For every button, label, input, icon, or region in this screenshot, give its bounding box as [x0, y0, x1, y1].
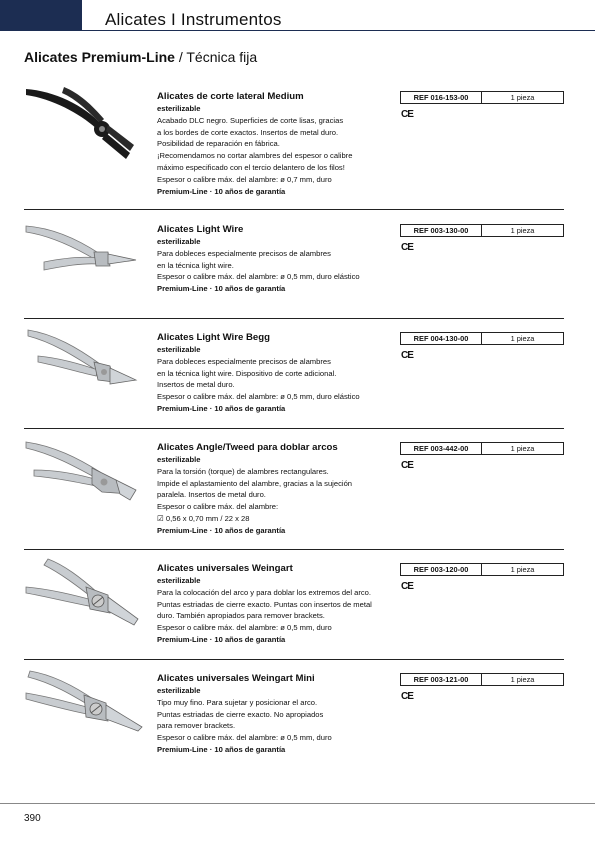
quantity: 1 pieza — [510, 226, 535, 235]
page-number: 390 — [24, 813, 41, 824]
description-line: en la técnica light wire. Dispositivo de corte adicional. — [157, 368, 337, 378]
reference-box — [400, 224, 564, 237]
quantity: 1 pieza — [510, 565, 535, 574]
section-title-sub: / Técnica fija — [174, 49, 258, 65]
ce-mark: CE — [401, 460, 413, 471]
product-description — [157, 332, 397, 415]
description-line: Insertos de metal duro. — [157, 380, 235, 390]
ce-mark: CE — [401, 109, 413, 120]
description-line: Posibilidad de reparación en fábrica. — [157, 139, 280, 149]
product-name: Alicates Angle/Tweed para doblar arcos — [157, 442, 338, 453]
product-entry — [24, 563, 564, 653]
angle-tweed-pliers-image — [24, 436, 146, 520]
divider — [24, 659, 564, 660]
quantity: 1 pieza — [510, 675, 535, 684]
description-line: Puntas estriadas de cierre exacto. No apropiados — [157, 709, 324, 719]
warranty-text: Premium-Line · 10 años de garantía — [157, 744, 286, 754]
sterile-label: esterilizable — [157, 237, 201, 246]
product-description — [157, 442, 397, 537]
page-header-title: Alicates I Instrumentos — [105, 10, 282, 29]
description-line: para remover brackets. — [157, 721, 236, 731]
description-line: paralela. Insertos de metal duro. — [157, 490, 266, 500]
ce-mark: CE — [401, 691, 413, 702]
product-name: Alicates Light Wire — [157, 224, 244, 235]
product-entry — [24, 673, 564, 763]
quantity: 1 pieza — [510, 93, 535, 102]
reference-number: REF 003-121-00 — [401, 674, 482, 685]
description-line: Para dobleces especialmente precisos de alambres — [157, 356, 331, 366]
divider — [24, 209, 564, 210]
description-line: Espesor o calibre máx. del alambre: ø 0,5 mm, duro — [157, 623, 332, 633]
product-name: Alicates universales Weingart Mini — [157, 673, 315, 684]
description-line: a los bordes de corte exactos. Insertos de metal duro. — [157, 127, 339, 137]
header-rule — [0, 30, 595, 31]
light-wire-pliers-image — [24, 218, 146, 302]
weingart-mini-pliers-image — [24, 667, 146, 751]
ce-mark: CE — [401, 350, 413, 361]
divider — [24, 428, 564, 429]
warranty-text: Premium-Line · 10 años de garantía — [157, 634, 286, 644]
product-name: Alicates Light Wire Begg — [157, 332, 270, 343]
description-line: ¡Recomendamos no cortar alambres del espesor o calibre — [157, 151, 353, 161]
sterile-label: esterilizable — [157, 104, 201, 113]
warranty-text: Premium-Line · 10 años de garantía — [157, 186, 286, 196]
product-entry — [24, 224, 564, 304]
description-line: Para la torsión (torque) de alambres rectangulares. — [157, 466, 329, 476]
reference-number: REF 003-442-00 — [401, 443, 482, 454]
side-cutter-pliers-image — [24, 85, 146, 169]
product-entry — [24, 442, 564, 542]
sterile-label: esterilizable — [157, 576, 201, 585]
description-line: Espesor o calibre máx. del alambre: ø 0,7 mm, duro — [157, 174, 332, 184]
product-description — [157, 91, 397, 197]
description-line: ☑ 0,56 x 0,70 mm / 22 x 28 — [157, 513, 250, 523]
product-entry — [24, 91, 564, 201]
reference-box — [400, 563, 564, 576]
product-description — [157, 673, 397, 756]
reference-box — [400, 442, 564, 455]
reference-number: REF 003-130-00 — [401, 225, 482, 236]
description-line: Para dobleces especialmente precisos de alambres — [157, 248, 331, 258]
section-title-main: Alicates Premium-Line — [24, 49, 175, 65]
header-color-block — [0, 0, 82, 30]
section-title — [24, 49, 257, 65]
ce-mark: CE — [401, 581, 413, 592]
product-description — [157, 563, 397, 646]
sterile-label: esterilizable — [157, 686, 201, 695]
description-line: Espesor o calibre máx. del alambre: — [157, 502, 279, 512]
reference-box — [400, 332, 564, 345]
description-line: Puntas estriadas de cierre exacto. Puntas con insertos de metal — [157, 599, 372, 609]
product-name: Alicates universales Weingart — [157, 563, 293, 574]
description-line: Para la colocación del arco y para doblar los extremos del arco. — [157, 587, 372, 597]
description-line: en la técnica light wire. — [157, 260, 234, 270]
description-line: duro. También apropiados para remover brackets. — [157, 611, 325, 621]
description-line: Impide el aplastamiento del alambre, gracias a la sujeción — [157, 478, 353, 488]
reference-box — [400, 91, 564, 104]
description-line: Tipo muy fino. Para sujetar y posicionar el arco. — [157, 697, 318, 707]
description-line: Acabado DLC negro. Superficies de corte lisas, gracias — [157, 115, 344, 125]
reference-number: REF 003-120-00 — [401, 564, 482, 575]
description-line: Espesor o calibre máx. del alambre: ø 0,5 mm, duro elástico — [157, 272, 360, 282]
light-wire-begg-pliers-image — [24, 326, 146, 410]
sterile-label: esterilizable — [157, 345, 201, 354]
description-line: máximo especificado con el tercio delantero de los filos! — [157, 162, 345, 172]
quantity: 1 pieza — [510, 444, 535, 453]
product-entry — [24, 332, 564, 422]
description-line: Espesor o calibre máx. del alambre: ø 0,5 mm, duro — [157, 733, 332, 743]
sterile-label: esterilizable — [157, 455, 201, 464]
divider — [24, 318, 564, 319]
ce-mark: CE — [401, 242, 413, 253]
divider — [24, 549, 564, 550]
weingart-pliers-image — [24, 557, 146, 641]
reference-box — [400, 673, 564, 686]
warranty-text: Premium-Line · 10 años de garantía — [157, 284, 286, 294]
product-name: Alicates de corte lateral Medium — [157, 91, 304, 102]
product-description — [157, 224, 397, 295]
reference-number: REF 004-130-00 — [401, 333, 482, 344]
description-line: Espesor o calibre máx. del alambre: ø 0,5 mm, duro elástico — [157, 392, 360, 402]
warranty-text: Premium-Line · 10 años de garantía — [157, 403, 286, 413]
warranty-text: Premium-Line · 10 años de garantía — [157, 525, 286, 535]
reference-number: REF 016-153-00 — [401, 92, 482, 103]
quantity: 1 pieza — [510, 334, 535, 343]
footer-rule — [0, 803, 595, 804]
